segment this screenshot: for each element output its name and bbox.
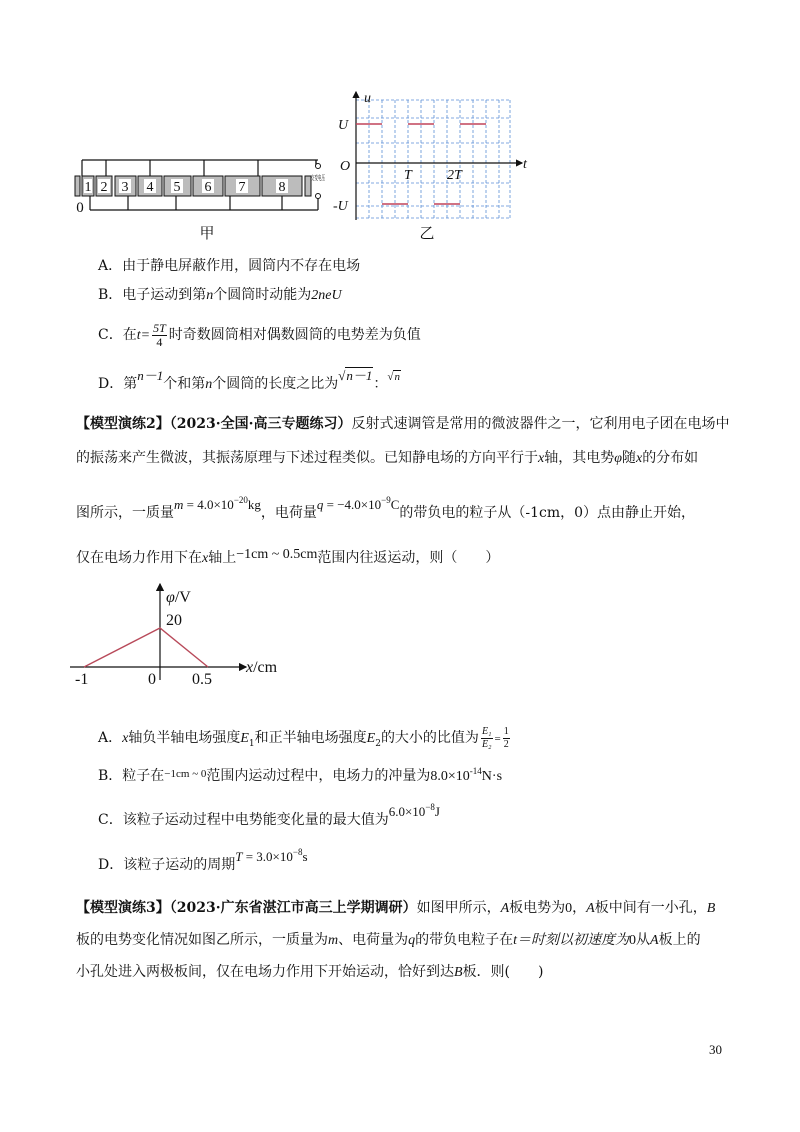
tube-label-3: 3 [121, 180, 129, 195]
u-high-label: U [338, 118, 349, 133]
q1-option-a: A．由于静电屏蔽作用，圆筒内不存在电场 [98, 258, 361, 274]
q1-option-c: C．在t= $\frac{5T}{4}$ 时奇数圆筒相对偶数圆筒的电势差为负值 [98, 320, 421, 349]
t-axis-label: t [523, 157, 527, 172]
phi-axis-label: φ/V [166, 589, 191, 606]
tubes [75, 176, 311, 196]
q2-option-a: A．x轴负半轴电场强度$E_1$和正半轴电场强度$E_2$的大小的比值为 $\frac{\text{E₁}}{\text{E₂}}$ = $\frac{1}{2}$ [98, 725, 509, 750]
electron-source [75, 176, 80, 196]
q1-option-d: D．第n－1个和第n个圆筒的长度之比为√n－1：$^{√n}$ [98, 368, 400, 392]
q3-source: （2023·广东省湛江市高三上学期调研） [169, 900, 417, 916]
q2-option-b: B．粒子在$^{-1cm \sim 0}$范围内运动过程中，电场力的冲量为$8.0\times 10^{-14}N\cdot s$ [98, 766, 503, 784]
tick-left: -1 [75, 671, 89, 688]
q3-line-3: 小孔处进入两极板间，仅在电场力作用下开始运动，恰好到达B板．则( ) [76, 964, 544, 980]
x-axis-label: x/cm [246, 659, 278, 676]
tube-label-7: 7 [238, 180, 246, 195]
zero-label: 0 [76, 200, 84, 216]
ac-source [311, 164, 339, 211]
q2-option-c: C．该粒子运动过程中电势能变化量的最大值为$6.0\times 10^{-8}J$ [98, 802, 440, 828]
q3-line-1: 【模型演练3】（2023·广东省湛江市高三上学期调研）如图甲所示，A板电势为0，A板中间有一小孔，B [76, 900, 716, 916]
q2-source: （2023·全国·高三专题练习） [169, 416, 352, 432]
q2-line-3: 图所示，一质量$m = 4.0\times 10^{-20}kg$，电荷量$q = -4.0\times 10^{-9}C$的带负电的粒子从（-1cm，0）点由静止开始， [76, 495, 696, 521]
q2-tag: 【模型演练2】 [76, 416, 170, 432]
q3-tag: 【模型演练3】 [76, 900, 170, 916]
t-label-2T: 2T [447, 168, 462, 183]
tick-right: 0.5 [192, 671, 212, 688]
q3-line-2: 板的电势变化情况如图乙所示，一质量为m、电荷量为q的带负电粒子在t＝时刻以初速度为0从A板上的 [76, 932, 701, 948]
ut-graph [330, 88, 530, 228]
tube-label-2: 2 [100, 180, 108, 195]
caption-yi: 乙 [419, 224, 435, 242]
source-label: 交变电压 [311, 174, 339, 182]
phi-x-graph [70, 580, 310, 690]
q2-line-1: 【模型演练2】（2023·全国·高三专题练习）反射式速调管是常用的微波器件之一，它利用电子团在电场中 [76, 416, 730, 432]
caption-jia: 甲 [199, 224, 215, 242]
q2-option-d: D．该粒子运动的周期$T = 3.0\times 10^{-8}s$ [98, 847, 308, 873]
t-label-T: T [404, 168, 412, 183]
origin-label: O [340, 159, 351, 174]
potential-curve [84, 628, 208, 667]
tube-label-6: 6 [204, 180, 212, 195]
q2-line-4: 仅在电场力作用下在x轴上−1cm ~ 0.5cm范围内往返运动，则（ ） [76, 547, 500, 566]
u-low-label: -U [333, 199, 348, 214]
q2-line-2: 的振荡来产生微波，其振荡原理与下述过程类似。已知静电场的方向平行于x轴，其电势φ随x的分布如 [76, 450, 699, 466]
q1-option-b: B．电子运动到第n个圆筒时动能为2neU [98, 287, 342, 303]
tick-origin: 0 [148, 671, 156, 688]
page-number: 30 [709, 1042, 722, 1057]
tube-label-1: 1 [84, 180, 92, 195]
tube-label-5: 5 [173, 180, 181, 195]
tube-label-4: 4 [146, 180, 154, 195]
tube-label-8: 8 [278, 180, 286, 195]
grid [356, 100, 510, 218]
u-axis-label: u [364, 91, 371, 106]
peak-label: 20 [166, 612, 182, 629]
